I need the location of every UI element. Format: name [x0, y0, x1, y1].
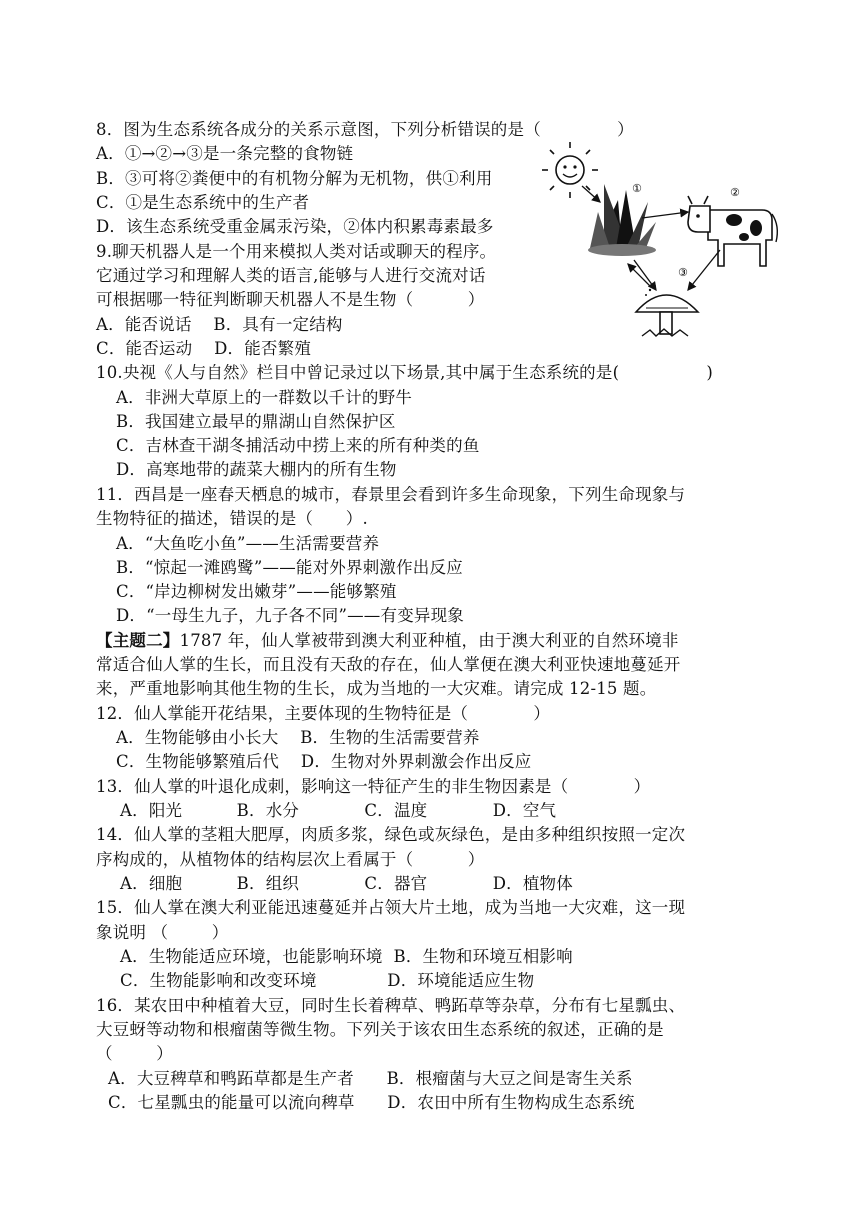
sun-icon — [542, 142, 598, 198]
q11-line-1: 11．西昌是一座春天栖息的城市，春景里会看到许多生命现象，下列生命现象与 — [96, 485, 686, 504]
q16-options-cd: C．七星瓢虫的能量可以流向稗草 D．农田中所有生物构成生态系统 — [108, 1093, 635, 1112]
q8-option-a: A．①→②→③是一条完整的食物链 — [96, 144, 354, 163]
q8-option-b: B．③可将②粪便中的有机物分解为无机物，供①利用 — [96, 169, 493, 188]
label-3: ③ — [678, 266, 688, 279]
q9-line-2: 它通过学习和理解人类的语言,能够与人进行交流对话 — [96, 266, 486, 285]
q13-stem: 13．仙人掌的叶退化成刺，影响这一特征产生的非生物因素是（ ） — [96, 777, 651, 796]
q15-options-cd: C．生物能影响和改变环境 D．环境能适应生物 — [120, 971, 535, 990]
q12-options-cd: C．生物能够繁殖后代 D．生物对外界刺激会作出反应 — [116, 752, 532, 771]
q12-stem: 12．仙人掌能开花结果，主要体现的生物特征是（ ） — [96, 704, 551, 723]
q16-line-3: （ ） — [96, 1044, 173, 1063]
q14-line-2: 序构成的，从植物体的结构层次上看属于（ ） — [96, 850, 485, 869]
label-2: ② — [730, 186, 740, 199]
q10-option-b: B．我国建立最早的鼎湖山自然保护区 — [116, 412, 396, 431]
plant-icon — [588, 184, 656, 256]
q8-option-c: C．①是生态系统中的生产者 — [96, 193, 310, 212]
q16-line-1: 16．某农田中种植着大豆，同时生长着稗草、鸭跖草等杂草，分布有七星瓢虫、 — [96, 996, 686, 1015]
q8-stem: 8．图为生态系统各成分的关系示意图，下列分析错误的是（ ） — [96, 120, 634, 139]
q11-option-c: C．“岸边柳树发出嫩芽”——能够繁殖 — [116, 582, 397, 601]
q9-options-ab: A．能否说话 B．具有一定结构 — [96, 315, 343, 334]
label-1: ① — [632, 182, 642, 195]
arrow-sun-to-plant — [582, 186, 600, 202]
q10-stem: 10.央视《人与自然》栏目中曾记录过以下场景,其中属于生态系统的是( ) — [96, 363, 713, 382]
q12-options-ab: A．生物能够由小长大 B．生物的生活需要营养 — [116, 728, 480, 747]
q15-line-1: 15．仙人掌在澳大利亚能迅速蔓延并占领大片土地，成为当地一大灾难，这一现 — [96, 898, 686, 917]
theme2-line-1 — [96, 630, 679, 652]
q10-option-a: A．非洲大草原上的一群数以千计的野牛 — [116, 388, 413, 407]
theme2-line-3: 来，严重地影响其他生物的生长，成为当地的一大灾难。请完成 12-15 题。 — [96, 679, 657, 698]
q11-line-2: 生物特征的描述，错误的是（ ）. — [96, 509, 368, 528]
q11-option-d: D．“一母生九子，九子各不同”——有变异现象 — [116, 606, 464, 625]
q9-line-1: 9.聊天机器人是一个用来模拟人类对话或聊天的程序。 — [96, 242, 497, 261]
mushroom-icon — [636, 285, 698, 336]
q9-line-3: 可根据哪一特征判断聊天机器人不是生物（ ） — [96, 290, 485, 309]
arrow-plant-to-mushroom — [634, 260, 656, 290]
theme2-text-1: 1787 年，仙人掌被带到澳大利亚种植，由于澳大利亚的自然环境非 — [179, 631, 679, 650]
theme2-line-2: 常适合仙人掌的生长，而且没有天敌的存在，仙人掌便在澳大利亚快速地蔓延开 — [96, 655, 681, 674]
q14-line-1: 14．仙人掌的茎粗大肥厚，肉质多浆，绿色或灰绿色，是由多种组织按照一定次 — [96, 825, 686, 844]
q10-option-c: C．吉林查干湖冬捕活动中捞上来的所有种类的鱼 — [116, 436, 480, 455]
q16-line-2: 大豆蚜等动物和根瘤菌等微生物。下列关于该农田生态系统的叙述，正确的是 — [96, 1020, 664, 1039]
arrow-cow-to-mushroom — [688, 250, 720, 290]
q11-option-a: A．“大鱼吃小鱼”——生活需要营养 — [116, 534, 380, 553]
cow-icon — [688, 196, 777, 266]
q14-options: A．细胞 B．组织 C．器官 D．植物体 — [120, 874, 573, 893]
ecosystem-figure — [538, 140, 783, 345]
theme2-tag: 【主题二】 — [96, 631, 180, 650]
arrow-plant-to-cow — [642, 212, 688, 218]
q9-options-cd: C．能否运动 D．能否繁殖 — [96, 339, 312, 358]
q8-option-d: D．该生态系统受重金属汞污染，②体内积累毒素最多 — [96, 217, 494, 236]
q16-options-ab: A．大豆稗草和鸭跖草都是生产者 B．根瘤菌与大豆之间是寄生关系 — [108, 1069, 633, 1088]
q10-option-d: D．高寒地带的蔬菜大棚内的所有生物 — [116, 460, 397, 479]
q11-option-b: B．“惊起一滩鸥鹭”——能对外界刺激作出反应 — [116, 558, 463, 577]
q15-line-2: 象说明 （ ） — [96, 923, 229, 942]
q15-options-ab: A．生物能适应环境，也能影响环境 B．生物和环境互相影响 — [120, 947, 573, 966]
q13-options: A．阳光 B．水分 C．温度 D．空气 — [120, 801, 557, 820]
